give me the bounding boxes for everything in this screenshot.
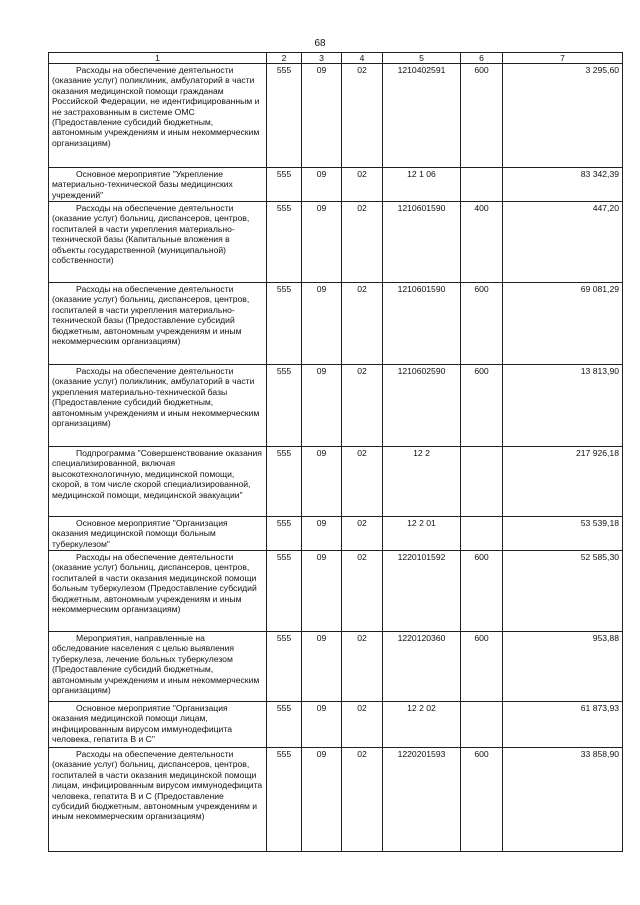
row-subsection-code: 02 [342, 168, 383, 202]
row-amount: 33 858,90 [503, 748, 623, 852]
row-target-code: 1210601590 [383, 202, 461, 283]
row-subsection-code: 02 [342, 202, 383, 283]
row-subsection-code: 02 [342, 517, 383, 551]
row-amount: 52 585,30 [503, 551, 623, 632]
row-name: Мероприятия, направленные на обследование населения с целью выявления туберкулеза, лечение больных туберкулезом (Предоставление субсидий бюджетным, автономным учреждениям и иным некоммерческим организациям) [49, 632, 267, 702]
row-amount: 83 342,39 [503, 168, 623, 202]
row-target-code: 12 2 02 [383, 702, 461, 748]
table-row [49, 168, 623, 202]
table-row [49, 447, 623, 517]
row-ministry-code: 555 [267, 64, 302, 168]
row-section-code: 09 [302, 748, 342, 852]
row-subsection-code: 02 [342, 447, 383, 517]
budget-table [48, 52, 623, 852]
header-col-2: 2 [267, 53, 302, 64]
row-subsection-code: 02 [342, 283, 383, 365]
row-expense-type [461, 517, 503, 551]
row-section-code: 09 [302, 517, 342, 551]
row-amount: 69 081,29 [503, 283, 623, 365]
row-target-code: 12 1 06 [383, 168, 461, 202]
row-expense-type [461, 447, 503, 517]
row-expense-type: 600 [461, 64, 503, 168]
table-row [49, 632, 623, 702]
column-number-header [49, 53, 623, 64]
row-section-code: 09 [302, 632, 342, 702]
row-ministry-code: 555 [267, 202, 302, 283]
header-col-4: 4 [342, 53, 383, 64]
table-row [49, 517, 623, 551]
header-col-5: 5 [383, 53, 461, 64]
row-ministry-code: 555 [267, 365, 302, 447]
table-row [49, 365, 623, 447]
row-subsection-code: 02 [342, 64, 383, 168]
row-target-code: 1220201593 [383, 748, 461, 852]
row-target-code: 1220120360 [383, 632, 461, 702]
row-name: Расходы на обеспечение деятельности (оказание услуг) поликлиник, амбулаторий в части укрепления материально-технической базы (Предоставление субсидий бюджетным, автономным учреждениям и иным некоммерческим организациям) [49, 365, 267, 447]
row-amount: 53 539,18 [503, 517, 623, 551]
row-section-code: 09 [302, 702, 342, 748]
row-subsection-code: 02 [342, 632, 383, 702]
table-row [49, 551, 623, 632]
row-name: Расходы на обеспечение деятельности (оказание услуг) больниц, диспансеров, центров, госпиталей в части оказания медицинской помощи лицам, инфицированным вирусом иммунодефицита человека, гепатита В и С (Предоставление субсидий бюджетным, автономным учреждениям и иным некоммерческим организациям) [49, 748, 267, 852]
row-ministry-code: 555 [267, 551, 302, 632]
header-col-1: 1 [49, 53, 267, 64]
row-subsection-code: 02 [342, 702, 383, 748]
row-ministry-code: 555 [267, 632, 302, 702]
row-amount: 953,88 [503, 632, 623, 702]
table-row [49, 702, 623, 748]
table-row [49, 202, 623, 283]
row-target-code: 1210601590 [383, 283, 461, 365]
row-amount: 61 873,93 [503, 702, 623, 748]
row-target-code: 12 2 01 [383, 517, 461, 551]
row-target-code: 1210602590 [383, 365, 461, 447]
row-expense-type [461, 168, 503, 202]
row-expense-type: 600 [461, 283, 503, 365]
row-expense-type: 600 [461, 551, 503, 632]
page-number: 68 [314, 38, 326, 49]
row-target-code: 1220101592 [383, 551, 461, 632]
table-row [49, 748, 623, 852]
row-expense-type: 600 [461, 748, 503, 852]
row-section-code: 09 [302, 64, 342, 168]
row-section-code: 09 [302, 283, 342, 365]
row-name: Основное мероприятие "Организация оказания медицинской помощи лицам, инфицированным вирусом иммунодефицита человека, гепатита В и С" [49, 702, 267, 748]
row-expense-type: 400 [461, 202, 503, 283]
row-ministry-code: 555 [267, 168, 302, 202]
row-section-code: 09 [302, 365, 342, 447]
row-subsection-code: 02 [342, 365, 383, 447]
row-section-code: 09 [302, 202, 342, 283]
header-col-6: 6 [461, 53, 503, 64]
row-ministry-code: 555 [267, 517, 302, 551]
row-amount: 447,20 [503, 202, 623, 283]
row-amount: 3 295,60 [503, 64, 623, 168]
row-subsection-code: 02 [342, 748, 383, 852]
row-name: Расходы на обеспечение деятельности (оказание услуг) поликлиник, амбулаторий в части оказания медицинской помощи гражданам Российской Федерации, не идентифицированным и не застрахованным в системе ОМС (Предоставление субсидий бюджетным, автономным учреждениям и иным некоммерческим организациям) [49, 64, 267, 168]
row-section-code: 09 [302, 168, 342, 202]
header-col-7: 7 [503, 53, 623, 64]
row-name: Подпрограмма "Совершенствование оказания специализированной, включая высокотехнологичную, медицинской помощи, скорой, в том числе скорой специализированной, медицинской помощи, медицинской эвакуации" [49, 447, 267, 517]
table-row [49, 64, 623, 168]
row-expense-type: 600 [461, 632, 503, 702]
row-name: Основное мероприятие "Организация оказания медицинской помощи больным туберкулезом" [49, 517, 267, 551]
row-section-code: 09 [302, 551, 342, 632]
row-target-code: 12 2 [383, 447, 461, 517]
row-ministry-code: 555 [267, 447, 302, 517]
row-subsection-code: 02 [342, 551, 383, 632]
header-col-3: 3 [302, 53, 342, 64]
row-ministry-code: 555 [267, 283, 302, 365]
row-expense-type: 600 [461, 365, 503, 447]
row-name: Основное мероприятие "Укрепление материально-технической базы медицинских учреждений" [49, 168, 267, 202]
row-target-code: 1210402591 [383, 64, 461, 168]
table-row [49, 283, 623, 365]
row-name: Расходы на обеспечение деятельности (оказание услуг) больниц, диспансеров, центров, госпиталей в части оказания медицинской помощи больным туберкулезом (Предоставление субсидий бюджетным, автономным учреждениям и иным некоммерческим организациям) [49, 551, 267, 632]
row-name: Расходы на обеспечение деятельности (оказание услуг) больниц, диспансеров, центров, госпиталей в части укрепления материально-технической базы (Капитальные вложения в объекты государственной (муниципальной) собственности) [49, 202, 267, 283]
row-ministry-code: 555 [267, 702, 302, 748]
row-amount: 13 813,90 [503, 365, 623, 447]
row-name: Расходы на обеспечение деятельности (оказание услуг) больниц, диспансеров, центров, госпиталей в части укрепления материально-технической базы (Предоставление субсидий бюджетным, автономным учреждениям и иным некоммерческим организациям) [49, 283, 267, 365]
row-ministry-code: 555 [267, 748, 302, 852]
row-section-code: 09 [302, 447, 342, 517]
row-amount: 217 926,18 [503, 447, 623, 517]
row-expense-type [461, 702, 503, 748]
